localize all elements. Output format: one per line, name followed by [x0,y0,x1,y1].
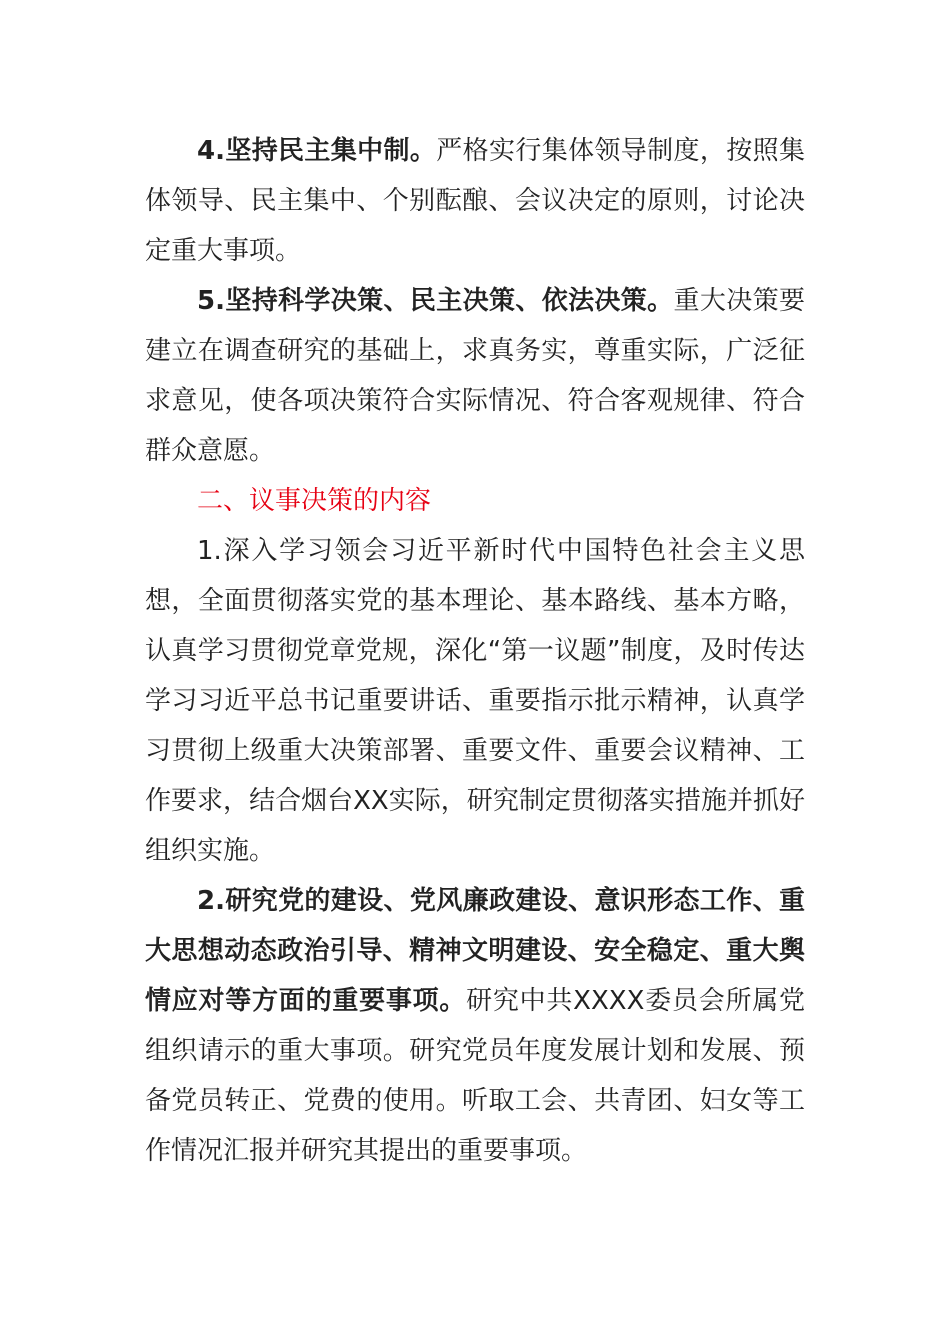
content-item-2 [145,876,805,1176]
principle-paragraph-4 [145,126,805,276]
principle-5-body: 重大决策要建立在调查研究的基础上，求真务实，尊重实际，广泛征求意见，使各项决策符合实际情况、符合客观规律、符合群众意愿。 [145,286,805,466]
content-item-2-lead: 2.研究党的建设、党风廉政建设、意识形态工作、重大思想动态政治引导、精神文明建设、安全稳定、重大舆情应对等方面的重要事项。 [145,886,805,1016]
principle-4-lead: 4.坚持民主集中制。 [197,136,437,166]
principle-5-lead: 5.坚持科学决策、民主决策、依法决策。 [197,286,674,316]
document-page [145,126,805,1176]
content-item-1-body: 1.深入学习领会习近平新时代中国特色社会主义思想，全面贯彻落实党的基本理论、基本路线、基本方略，认真学习贯彻党章党规，深化“第一议题”制度，及时传达学习习近平总书记重要讲话、重要指示批示精神，认真学习贯彻上级重大决策部署、重要文件、重要会议精神、工作要求，结合烟台XX实际，研究制定贯彻落实措施并抓好组织实施。 [145,536,805,866]
content-item-1 [145,526,805,876]
content-item-2-body: 研究中共XXXX委员会所属党组织请示的重大事项。研究党员年度发展计划和发展、预备党员转正、党费的使用。听取工会、共青团、妇女等工作情况汇报并研究其提出的重要事项。 [145,986,805,1166]
principle-paragraph-5 [145,276,805,476]
section-heading: 二、议事决策的内容 [197,486,432,516]
principle-4-body: 严格实行集体领导制度，按照集体领导、民主集中、个别酝酿、会议决定的原则，讨论决定重大事项。 [145,136,805,266]
